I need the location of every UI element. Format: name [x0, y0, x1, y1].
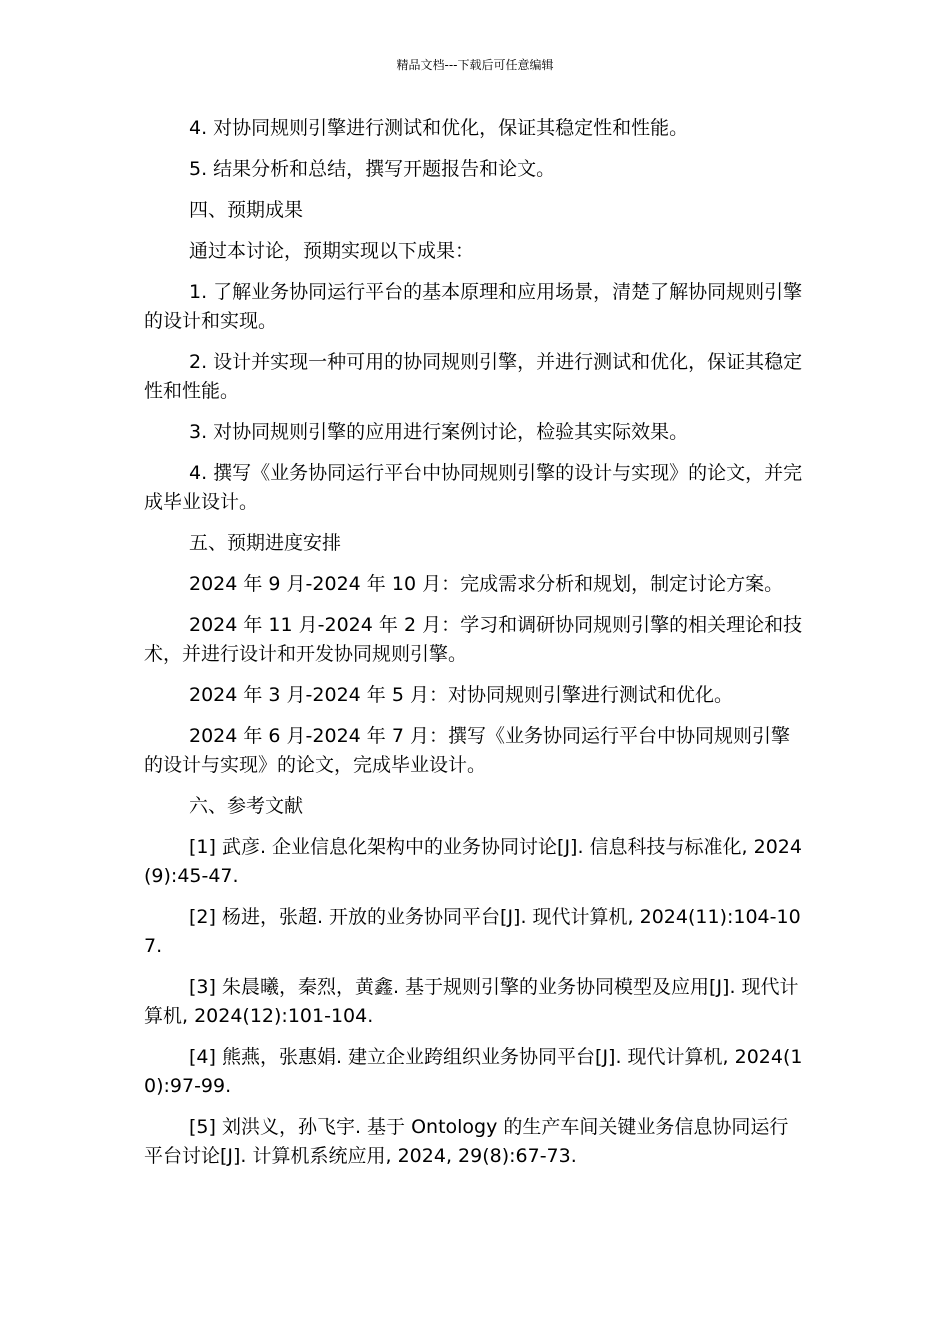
- list-item-task-4: 4. 对协同规则引擎进行测试和优化，保证其稳定性和性能。: [189, 117, 689, 139]
- list-item-result-3: 3. 对协同规则引擎的应用进行案例讨论，检验其实际效果。: [189, 421, 689, 443]
- document-body: [144, 114, 806, 1183]
- schedule-item-2: 2024 年 11 月-2024 年 2 月：学习和调研协同规则引擎的相关理论和技术，并进行设计和开发协同规则引擎。: [144, 614, 803, 665]
- schedule-item-1: 2024 年 9 月-2024 年 10 月：完成需求分析和规划，制定讨论方案。: [189, 573, 784, 595]
- reference-item-3: [3] 朱晨曦，秦烈，黄鑫. 基于规则引擎的业务协同模型及应用[J]. 现代计算机, 2024(12):101-104.: [144, 976, 799, 1027]
- list-item-result-1: 1. 了解业务协同运行平台的基本原理和应用场景，清楚了解协同规则引擎的设计和实现。: [144, 281, 803, 332]
- list-item-result-2: 2. 设计并实现一种可用的协同规则引擎，并进行测试和优化，保证其稳定性和性能。: [144, 351, 803, 402]
- reference-item-1: [1] 武彦. 企业信息化架构中的业务协同讨论[J]. 信息科技与标准化, 2024(9):45-47.: [144, 836, 802, 887]
- intro-paragraph: 通过本讨论，预期实现以下成果：: [189, 240, 475, 262]
- schedule-item-3: 2024 年 3 月-2024 年 5 月：对协同规则引擎进行测试和优化。: [189, 684, 733, 706]
- list-item-task-5: 5. 结果分析和总结，撰写开题报告和论文。: [189, 158, 556, 180]
- reference-item-2: [2] 杨进，张超. 开放的业务协同平台[J]. 现代计算机, 2024(11):104-107.: [144, 906, 801, 957]
- section-heading-schedule: 五、预期进度安排: [189, 532, 342, 554]
- reference-item-5: [5] 刘洪义，孙飞宇. 基于 Ontology 的生产车间关键业务信息协同运行平台讨论[J]. 计算机系统应用, 2024, 29(8):67-73.: [144, 1116, 789, 1167]
- page-header: 精品文档---下载后可任意编辑: [396, 58, 554, 72]
- schedule-item-4: 2024 年 6 月-2024 年 7 月：撰写《业务协同运行平台中协同规则引擎的设计与实现》的论文，完成毕业设计。: [144, 725, 790, 776]
- reference-item-4: [4] 熊燕，张惠娟. 建立企业跨组织业务协同平台[J]. 现代计算机, 2024(10):97-99.: [144, 1046, 803, 1097]
- section-heading-references: 六、参考文献: [189, 795, 304, 817]
- section-heading-expected-results: 四、预期成果: [189, 199, 304, 221]
- list-item-result-4: 4. 撰写《业务协同运行平台中协同规则引擎的设计与实现》的论文，并完成毕业设计。: [144, 462, 803, 513]
